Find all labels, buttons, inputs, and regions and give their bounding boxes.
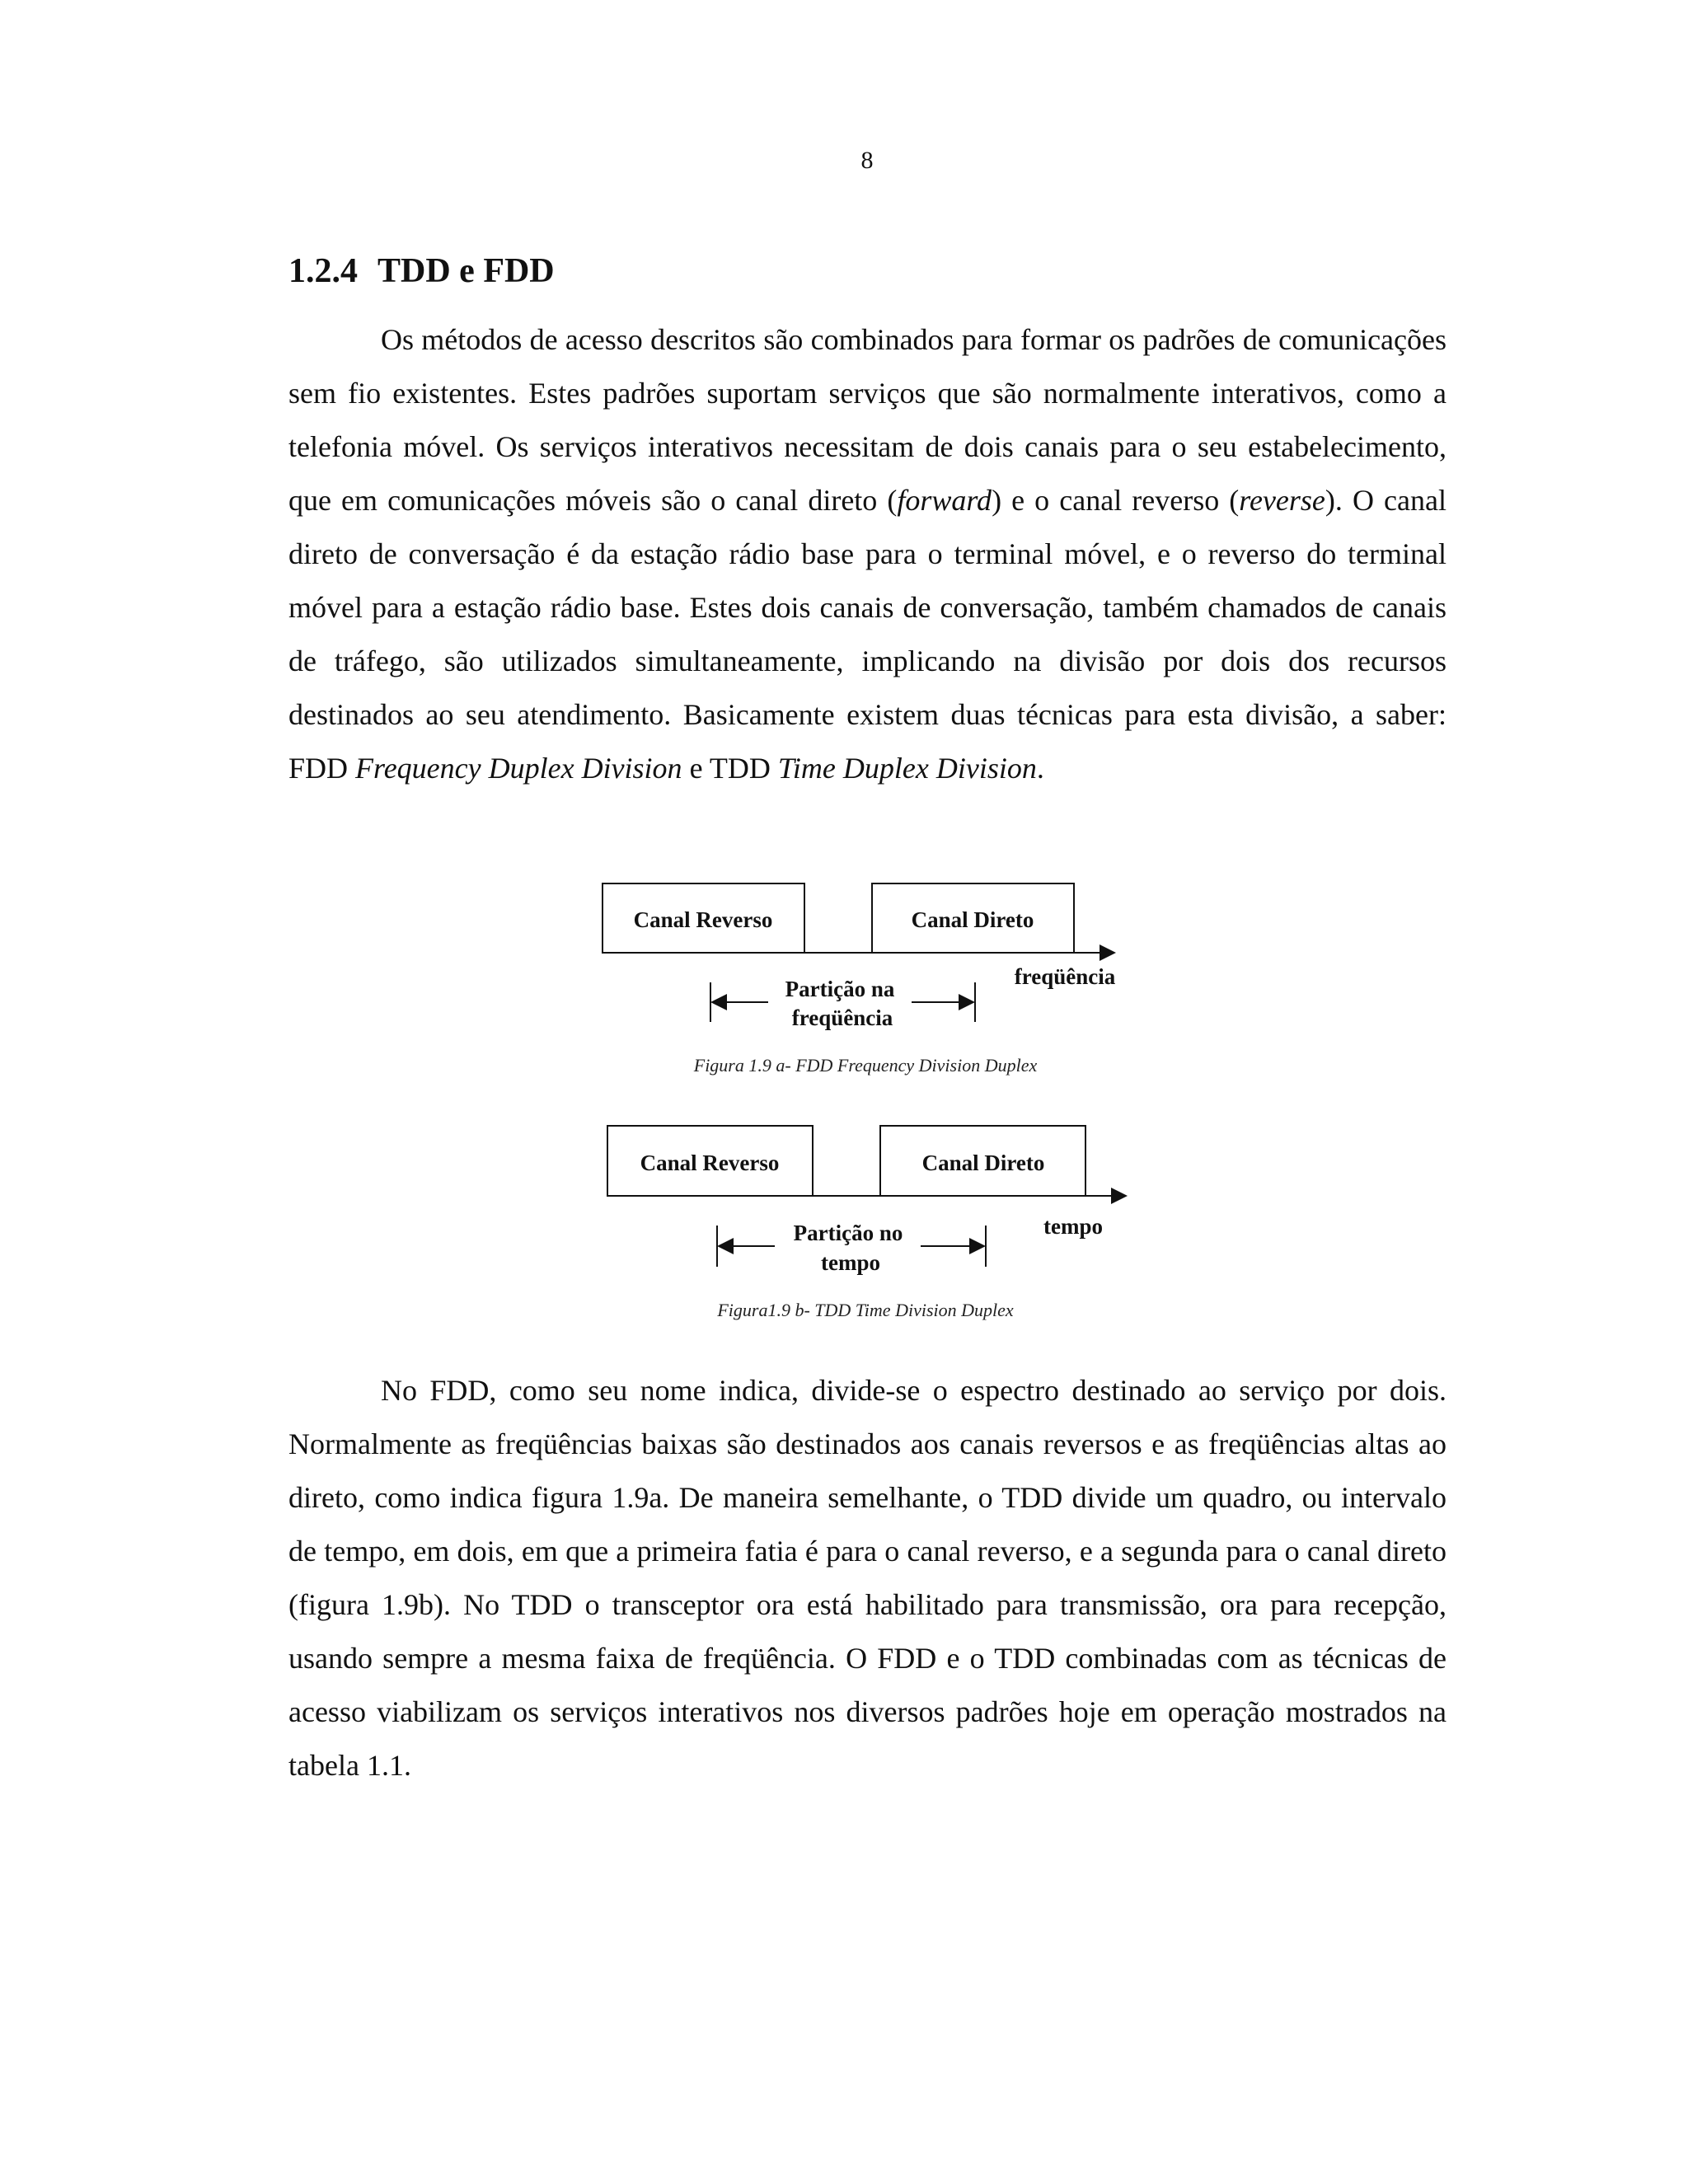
- paragraph-text: .: [1036, 752, 1044, 785]
- figure-a-caption: Figura 1.9 a- FDD Frequency Division Duplex: [693, 1055, 1038, 1076]
- figure-a-fdd: [603, 883, 1116, 1076]
- fdd-label-forward: Canal Direto: [911, 907, 1034, 932]
- fdd-box-forward: [872, 883, 1074, 953]
- fdd-axis-label: freqüência: [1014, 964, 1116, 989]
- figure-b-caption: Figura1.9 b- TDD Time Division Duplex: [717, 1300, 1014, 1320]
- tdd-label-forward: Canal Direto: [921, 1151, 1045, 1175]
- section-number: 1.2.4: [288, 252, 358, 290]
- fdd-label-reverse: Canal Reverso: [633, 907, 773, 932]
- tdd-label-reverse: Canal Reverso: [640, 1151, 780, 1175]
- tdd-box-forward: [880, 1126, 1085, 1196]
- paragraph-body: No FDD, como seu nome indica, divide-se o espectro destinado ao serviço por dois. Normalmente as freqüências baixas são destinados aos canais reversos e as freqüências altas ao direto, como indica figura 1.9a. De maneira semelhante, o TDD divide um quadro, ou intervalo de tempo, em dois, em que a primeira fatia é para o canal reverso, e a segunda para o canal direto (figura 1.9b). No TDD o transceptor ora está habilitado para transmissão, ora para recepção, usando sempre a mesma faixa de freqüência. O FDD e o TDD combinadas com as técnicas de acesso viabilizam os serviços interativos nos diversos padrões hoje em operação mostrados na tabela 1.1.: [288, 1374, 1447, 1782]
- paragraph-text: ). O canal direto de conversação é da estação rádio base para o terminal móvel, e o reverso do terminal móvel para a estação rádio base. Estes dois canais de conversação, também chamados de canais de tráfego, são utilizados simultaneamente, implicando na divisão por dois dos recursos destinados ao seu atendimento. Basicamente existem duas técnicas para esta divisão, a saber: FDD: [288, 484, 1447, 785]
- term-reverse: reverse: [1239, 484, 1325, 517]
- section-title: TDD e FDD: [377, 252, 555, 290]
- term-tdd: Time Duplex Division: [777, 752, 1037, 785]
- fdd-partition-label-1: Partição na: [785, 977, 895, 1001]
- paragraph-text: ) e o canal reverso (: [992, 484, 1240, 517]
- paragraph-text: Os métodos de acesso descritos são combinados para formar os padrões de comunicações sem fio existentes. Estes padrões suportam serviços que são normalmente interativos, como a telefonia móvel. Os serviços interativos necessitam de dois canais para o seu estabelecimento, que em comunicações móveis são o canal direto (: [288, 323, 1447, 517]
- term-forward: forward: [897, 484, 992, 517]
- page-number: 8: [860, 147, 874, 174]
- fdd-box-reverse: [603, 883, 804, 953]
- figure-b-tdd: [607, 1126, 1126, 1320]
- paragraph-intro: [288, 313, 1447, 795]
- term-fdd: Frequency Duplex Division: [355, 752, 682, 785]
- tdd-partition-label-1: Partição no: [793, 1221, 903, 1245]
- tdd-partition-label-2: tempo: [821, 1250, 880, 1275]
- paragraph-text: e TDD: [682, 752, 778, 785]
- tdd-axis-label: tempo: [1043, 1214, 1103, 1239]
- section-heading: [288, 251, 555, 291]
- fdd-partition-label-2: freqüência: [791, 1005, 893, 1030]
- tdd-box-reverse: [607, 1126, 813, 1196]
